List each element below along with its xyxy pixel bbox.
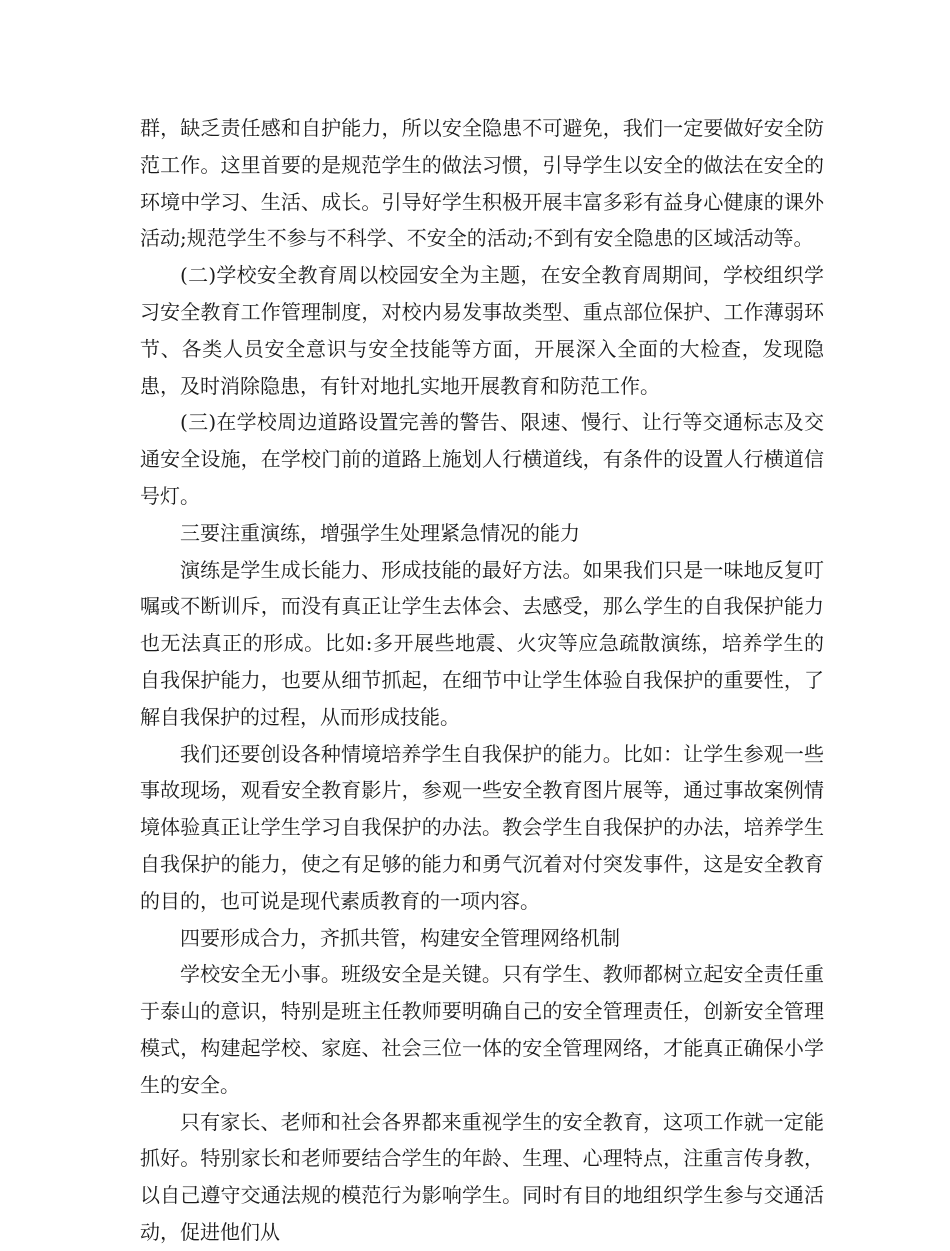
- paragraph-traffic-facilities: (三)在学校周边道路设置完善的警告、限速、慢行、让行等交通标志及交通安全设施，在学校门前的道路上施划人行横道线，有条件的设置人行横道信号灯。: [140, 410, 824, 508]
- paragraph-school-safety: 学校安全无小事。班级安全是关键。只有学生、教师都树立起安全责任重于泰山的意识，特别是班主任教师要明确自己的安全管理责任，创新安全管理模式，构建起学校、家庭、社会三位一体的安全管理网络，才能真正确保小学生的安全。: [140, 962, 824, 1097]
- paragraph-scenarios: 我们还要创设各种情境培养学生自我保护的能力。比如：让学生参观一些事故现场，观看安全教育影片，参观一些安全教育图片展等，通过事故案例情境体验真正让学生学习自我保护的办法。教会学生自我保护的办法，培养学生自我保护的能力，使之有足够的能力和勇气沉着对付突发事件，这是安全教育的目的，也可说是现代素质教育的一项内容。: [140, 741, 824, 913]
- section-heading-drills: 三要注重演练，增强学生处理紧急情况的能力: [180, 520, 580, 545]
- section-heading-cooperation: 四要形成合力，齐抓共管，构建安全管理网络机制: [180, 925, 620, 950]
- paragraph-drills: 演练是学生成长能力、形成技能的最好方法。如果我们只是一味地反复叮嘱或不断训斥，而没有真正让学生去体会、去感受，那么学生的自我保护能力也无法真正的形成。比如:多开展些地震、火灾等应急疏散演练，培养学生的自我保护能力，也要从细节抓起，在细节中让学生体验自我保护的重要性，了解自我保护的过程，从而形成技能。: [140, 557, 824, 729]
- paragraph-parents-teachers: 只有家长、老师和社会各界都来重视学生的安全教育，这项工作就一定能抓好。特别家长和老师要结合学生的年龄、生理、心理特点，注重言传身教，以自己遵守交通法规的模范行为影响学生。同时有目的地组织学生参与交通活动，促进他们从: [140, 1109, 824, 1244]
- document-page: [140, 110, 824, 1251]
- paragraph-safety-week: (二)学校安全教育周以校园安全为主题，在安全教育周期间，学校组织学习安全教育工作管理制度，对校内易发事故类型、重点部位保护、工作薄弱环节、各类人员安全意识与安全技能等方面，开展深入全面的大检查，发现隐患，及时消除隐患，有针对地扎实地开展教育和防范工作。: [140, 263, 824, 398]
- paragraph-continuation: 群，缺乏责任感和自护能力，所以安全隐患不可避免，我们一定要做好安全防范工作。这里首要的是规范学生的做法习惯，引导学生以安全的做法在安全的环境中学习、生活、成长。引导好学生积极开展丰富多彩有益身心健康的课外活动;规范学生不参与不科学、不安全的活动;不到有安全隐患的区域活动等。: [140, 116, 824, 251]
